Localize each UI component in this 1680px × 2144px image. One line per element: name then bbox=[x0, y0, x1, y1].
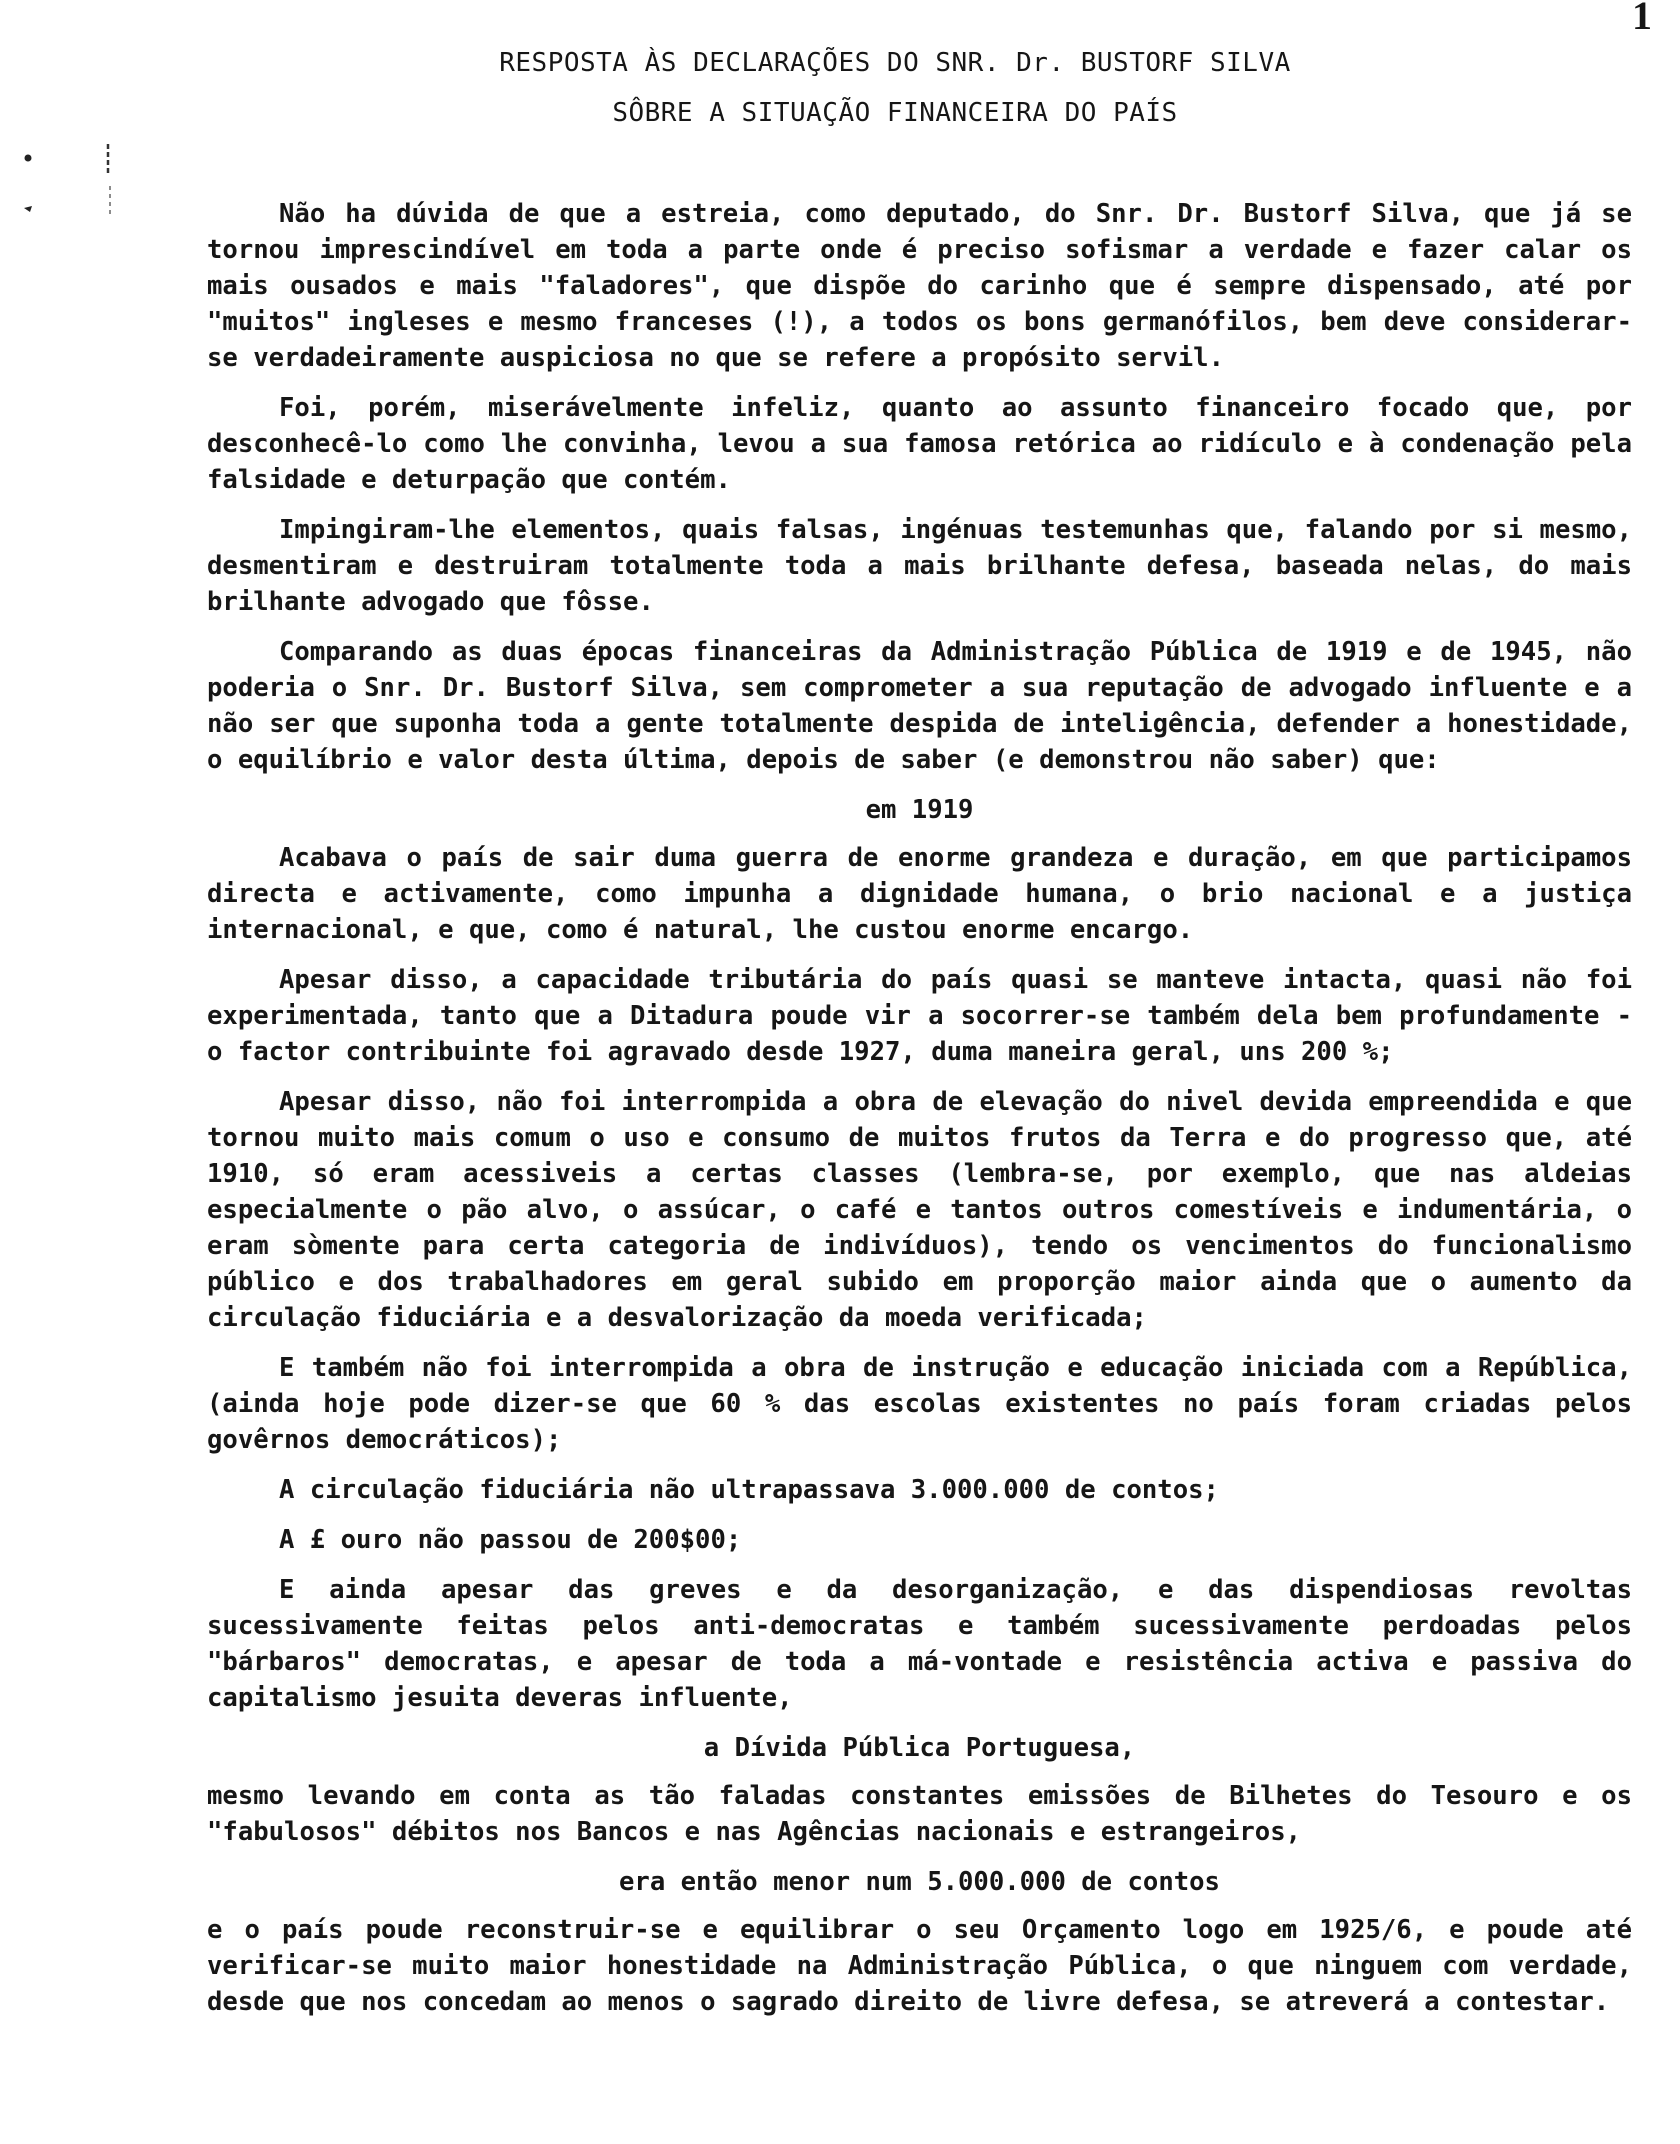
paragraph: Comparando as duas épocas financeiras da Administração Pública de 1919 e de 1945, não poderia o Snr. Dr. Bustorf Silva, sem comprometer a sua reputação de advogado influente e a não ser que suponha toda a gente totalmente despida de inteligência, defender a honestidade, o equilíbrio e valor desta última, depois de saber (e demonstrou não saber) que: bbox=[207, 637, 1632, 775]
section-heading-1919: em 1919 bbox=[865, 795, 974, 825]
document-title: RESPOSTA ÀS DECLARAÇÕES DO SNR. Dr. BUSTORF SILVA bbox=[499, 48, 1291, 78]
debt-heading: a Dívida Pública Portuguesa, bbox=[703, 1733, 1136, 1763]
paragraph: E também não foi interrompida a obra de instrução e educação iniciada com a República, (ainda hoje pode dizer-se que 60 % das escolas existentes no país foram criadas pelos govêrnos democráticos); bbox=[207, 1353, 1632, 1455]
paragraph: A £ ouro não passou de 200$00; bbox=[279, 1525, 742, 1555]
paragraph: mesmo levando em conta as tão faladas constantes emissões de Bilhetes do Tesouro e os "fabulosos" débitos nos Bancos e nas Agências nacionais e estrangeiros, bbox=[207, 1781, 1632, 1847]
document-subtitle: SÔBRE A SITUAÇÃO FINANCEIRA DO PAÍS bbox=[612, 98, 1178, 128]
paragraph: Apesar disso, a capacidade tributária do país quasi se manteve intacta, quasi não foi experimentada, tanto que a Ditadura poude vir a socorrer-se também dela bem profundamente - o factor contribuinte foi agravado desde 1927, duma maneira geral, uns 200 %; bbox=[207, 965, 1632, 1067]
paragraph: Impingiram-lhe elementos, quais falsas, ingénuas testemunhas que, falando por si mesmo, desmentiram e destruiram totalmente toda a mais brilhante defesa, baseada nelas, do mais brilhante advogado que fôsse. bbox=[207, 515, 1632, 617]
paragraph: E ainda apesar das greves e da desorganização, e das dispendiosas revoltas sucessivamente feitas pelos anti-democratas e também sucessivamente perdoadas pelos "bárbaros" democratas, e apesar de toda a má-vontade e resistência activa e passiva do capitalismo jesuita deveras influente, bbox=[207, 1575, 1632, 1713]
punch-hole-mark bbox=[25, 155, 32, 162]
paragraph: e o país poude reconstruir-se e equilibrar o seu Orçamento logo em 1925/6, e poude até verificar-se muito maior honestidade na Administração Pública, o que ninguem com verdade, desde que nos concedam ao menos o sagrado direito de livre defesa, se atreverá a contestar. bbox=[207, 1915, 1632, 2017]
document-body bbox=[207, 196, 1632, 2034]
margin-punch-marks bbox=[22, 140, 122, 220]
paragraph: Acabava o país de sair duma guerra de enorme grandeza e duração, em que participamos directa e activamente, como impunha a dignidade humana, o brio nacional e a justiça internacional, e que, como é natural, lhe custou enorme encargo. bbox=[207, 843, 1632, 945]
debt-amount: era então menor num 5.000.000 de contos bbox=[619, 1867, 1220, 1897]
paragraph: Não ha dúvida de que a estreia, como deputado, do Snr. Dr. Bustorf Silva, que já se tornou imprescindível em toda a parte onde é preciso sofismar a verdade e fazer calar os mais ousados e mais "faladores", que dispõe do carinho que é sempre dispensado, até por "muitos" ingleses e mesmo franceses (!), a todos os bons germanófilos, bem deve considerar-se verdadeiramente auspiciosa no que se refere a propósito servil. bbox=[207, 199, 1632, 373]
page-number: 1 bbox=[1632, 0, 1652, 38]
paragraph: Foi, porém, miserávelmente infeliz, quanto ao assunto financeiro focado que, por desconhecê-lo como lhe convinha, levou a sua famosa retórica ao ridículo e à condenação pela falsidade e deturpação que contém. bbox=[207, 393, 1632, 495]
paragraph: A circulação fiduciária não ultrapassava 3.000.000 de contos; bbox=[279, 1475, 1219, 1505]
punch-hole-mark bbox=[24, 206, 32, 212]
paragraph: Apesar disso, não foi interrompida a obra de elevação do nivel devida empreendida e que tornou muito mais comum o uso e consumo de muitos frutos da Terra e do progresso que, até 1910, só eram acessiveis a certas classes (lembra-se, por exemplo, que nas aldeias especialmente o pão alvo, o assúcar, o café e tantos outros comestíveis e indumentária, o eram sòmente para certa categoria de indivíduos), tendo os vencimentos do funcionalismo público e dos trabalhadores em geral subido em proporção maior ainda que o aumento da circulação fiduciária e a desvalorização da moeda verificada; bbox=[207, 1087, 1632, 1333]
